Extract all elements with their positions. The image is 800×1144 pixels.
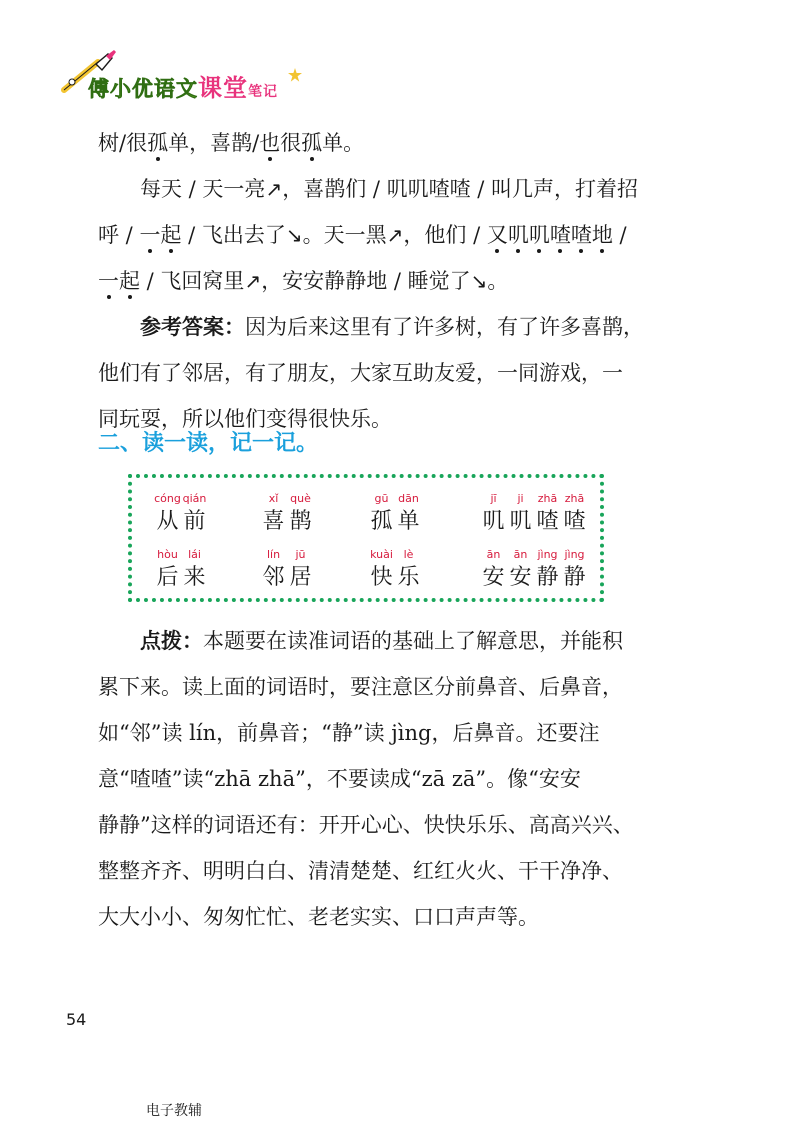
- pinyin: jī: [490, 492, 497, 505]
- hanzi: 居: [289, 565, 312, 590]
- hanzi: 后: [156, 565, 179, 590]
- tip-line-6: 整整齐齐、明明白白、清清楚楚、红红火火、干干净净、: [98, 859, 623, 883]
- vocab-word: [480, 548, 590, 592]
- pinyin: dān: [398, 492, 419, 505]
- vocab-word: [368, 548, 478, 592]
- vocab-box: [128, 474, 604, 602]
- hanzi: 前: [183, 509, 206, 534]
- hanzi: 从: [156, 509, 179, 534]
- pinyin: zhā: [564, 492, 585, 505]
- hanzi: 喳: [563, 509, 586, 534]
- pinyin: kuài: [370, 548, 393, 561]
- pinyin: què: [290, 492, 311, 505]
- hanzi: 快: [370, 565, 393, 590]
- hanzi: 鹊: [289, 509, 312, 534]
- tip-line-7: 大大小小、匆匆忙忙、老老实实、口口声声等。: [98, 905, 539, 929]
- page-number: 54: [66, 1010, 87, 1029]
- tip-paragraph: [98, 618, 698, 940]
- answer-line-1: 因为后来这里有了许多树，有了许多喜鹊，: [245, 315, 644, 339]
- pinyin: lè: [403, 548, 414, 561]
- pinyin: cóng: [154, 492, 181, 505]
- hanzi: 叽: [509, 509, 532, 534]
- hanzi: 邻: [262, 565, 285, 590]
- vocab-word: [154, 492, 264, 536]
- reading-line-1: 树/很孤单，喜鹊/也很孤单。: [98, 131, 365, 155]
- reading-line-2: 每天 / 天一亮↗，喜鹊们 / 叽叽喳喳 / 叫几声，打着招: [140, 177, 639, 201]
- answer-line-3: 同玩耍，所以他们变得很快乐。: [98, 407, 392, 431]
- pinyin: jū: [295, 548, 306, 561]
- hanzi: 乐: [397, 565, 420, 590]
- pinyin: ji: [517, 492, 524, 505]
- tip-label: 点拨：: [140, 629, 203, 653]
- tip-line-2: 累下来。读上面的词语时，要注意区分前鼻音、后鼻音，: [98, 675, 623, 699]
- pinyin: qián: [182, 492, 207, 505]
- brand-note: 笔记: [248, 84, 278, 100]
- hanzi: 单: [397, 509, 420, 534]
- hanzi: 喜: [262, 509, 285, 534]
- footer-label: 电子教辅: [146, 1103, 202, 1119]
- vocab-word: [260, 492, 370, 536]
- tip-line-4: 意“喳喳”读“zhā zhā”，不要读成“zā zā”。像“安安: [98, 767, 581, 791]
- pinyin: jìng: [537, 548, 558, 561]
- pinyin: xǐ: [268, 492, 279, 505]
- hanzi: 安: [509, 565, 532, 590]
- reference-answer: [98, 304, 698, 442]
- brand-main: 傅小优语文: [88, 77, 198, 101]
- pinyin: jìng: [564, 548, 585, 561]
- reading-passage: [98, 120, 698, 304]
- hanzi: 静: [563, 565, 586, 590]
- pinyin: ān: [513, 548, 528, 561]
- hanzi: 静: [536, 565, 559, 590]
- pinyin: hòu: [157, 548, 178, 561]
- pinyin: zhā: [537, 492, 558, 505]
- reading-line-4: 一起 / 飞回窝里↗，安安静静地 / 睡觉了↘。: [98, 269, 509, 293]
- pinyin: lái: [188, 548, 201, 561]
- tip-line-5: 静静”这样的词语还有：开开心心、快快乐乐、高高兴兴、: [98, 813, 634, 837]
- answer-label: 参考答案：: [140, 315, 245, 339]
- vocab-word: [260, 548, 370, 592]
- vocab-word: [480, 492, 590, 536]
- pinyin: ān: [486, 548, 501, 561]
- brand-class: 课堂: [198, 74, 248, 102]
- hanzi: 喳: [536, 509, 559, 534]
- hanzi: 安: [482, 565, 505, 590]
- tip-line-1: 本题要在读准词语的基础上了解意思，并能积: [203, 629, 623, 653]
- vocab-word: [154, 548, 264, 592]
- answer-line-2: 他们有了邻居，有了朋友，大家互助友爱，一同游戏，一: [98, 361, 623, 385]
- reading-line-3: 呼 / 一起 / 飞出去了↘。天一黑↗，他们 / 又叽叽喳喳地 /: [98, 223, 627, 247]
- pinyin: lín: [266, 548, 281, 561]
- hanzi: 叽: [482, 509, 505, 534]
- vocab-word: [368, 492, 478, 536]
- brand-title: [88, 68, 278, 103]
- header-brand: [58, 50, 318, 108]
- hanzi: 来: [183, 565, 206, 590]
- tip-line-3: 如“邻”读 lín，前鼻音；“静”读 jìng，后鼻音。还要注: [98, 721, 600, 745]
- hanzi: 孤: [370, 509, 393, 534]
- pinyin: gū: [374, 492, 389, 505]
- section-title: 二、读一读，记一记。: [98, 431, 319, 456]
- star-icon: [288, 68, 302, 82]
